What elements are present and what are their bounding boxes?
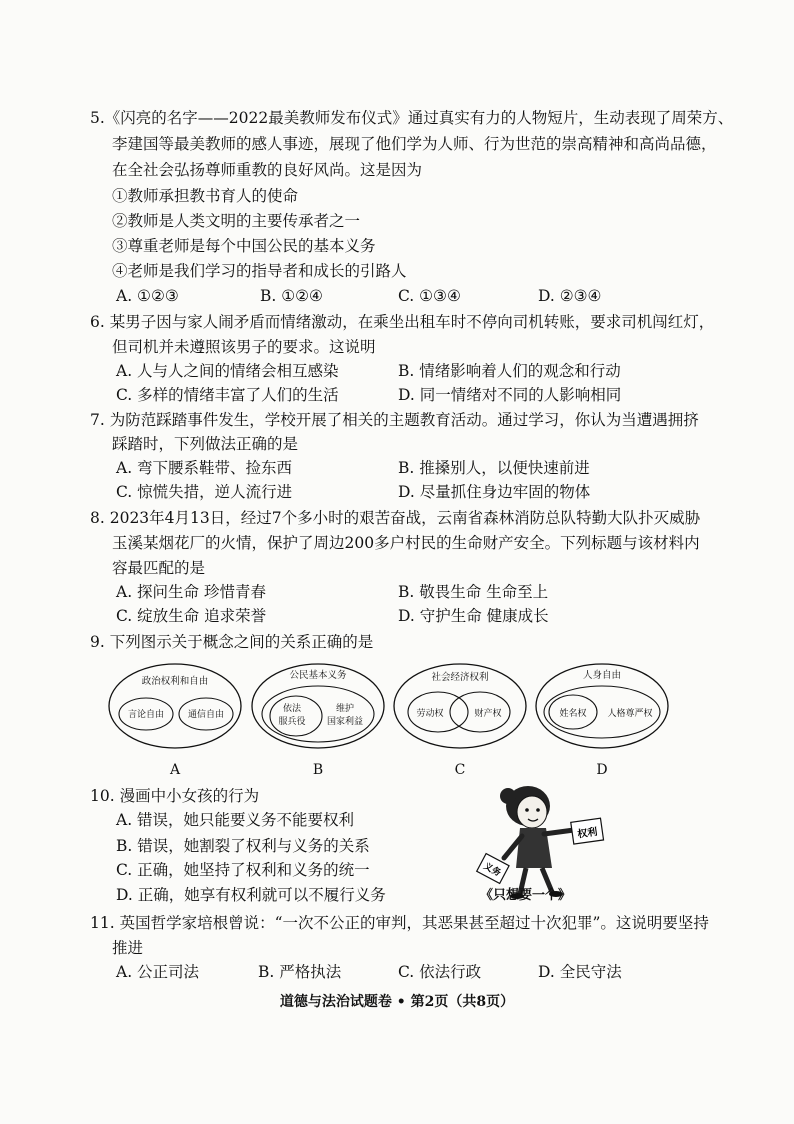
q8-stem-line3: 容最匹配的是 (112, 559, 206, 577)
diagram-d-left-label: 姓名权 (559, 709, 587, 719)
q8-option-d: D. 守护生命 健康成长 (398, 607, 549, 625)
diagram-b (252, 664, 384, 778)
q11-option-a: A. 公正司法 (116, 963, 200, 981)
diagram-d (536, 664, 668, 778)
diagram-b-left-label-1: 依法 (282, 704, 302, 714)
q6-option-b: B. 情绪影响着人们的观念和行动 (398, 362, 621, 380)
diagram-a-outer-label: 政治权利和自由 (141, 676, 209, 687)
q8-stem-line1: 8. 2023年4月13日，经过7个多小时的艰苦奋战，云南省森林消防总队特勤大队扑灭威胁 (90, 509, 701, 527)
q6-option-a: A. 人与人之间的情绪会相互感染 (116, 362, 339, 380)
diagram-a-left-label: 言论自由 (127, 710, 165, 720)
q5-statement-1: ①教师承担教书育人的使命 (112, 187, 299, 205)
q11-option-c: C. 依法行政 (398, 963, 482, 981)
rights-bag (571, 818, 604, 844)
q7-stem-line2: 踩踏时，下列做法正确的是 (112, 435, 299, 453)
diagram-c-right-label: 财产权 (474, 709, 502, 719)
q5-stem-line1: 5.《闪亮的名字——2022最美教师发布仪式》通过真实有力的人物短片，生动表现了周荣方、 (90, 109, 734, 127)
q10-stem: 10. 漫画中小女孩的行为 (90, 787, 260, 805)
q9-venn-diagrams (100, 662, 680, 782)
q7-stem-line1: 7. 为防范踩踏事件发生，学校开展了相关的主题教育活动。通过学习，你认为当遭遇拥挤 (90, 411, 699, 429)
q11-stem-line2: 推进 (112, 939, 144, 957)
q6-stem-line2: 但司机并未遵照该男子的要求。这说明 (112, 338, 376, 356)
q8-option-c: C. 绽放生命 追求荣誉 (116, 607, 267, 625)
q8-option-b: B. 敬畏生命 生命至上 (398, 583, 549, 601)
q5-statement-4: ④老师是我们学习的指导者和成长的引路人 (112, 262, 407, 280)
diagram-b-left-label-2: 服兵役 (278, 717, 306, 727)
q5-stem-line2: 李建国等最美教师的感人事迹，展现了他们学为人师、行为世范的崇高精神和高尚品德， (112, 135, 717, 153)
q5-option-c: C. ①③④ (398, 287, 461, 305)
diagram-a (109, 664, 241, 778)
q7-option-a: A. 弯下腰系鞋带、捡东西 (116, 459, 293, 477)
q11-option-d: D. 全民守法 (538, 963, 622, 981)
diagram-c-letter: C (454, 762, 466, 778)
eye-shape (536, 808, 540, 812)
diagram-c-outer-label: 社会经济权利 (431, 672, 489, 683)
q5-stem-line3: 在全社会弘扬尊师重教的良好风尚。这是因为 (112, 161, 423, 179)
q7-option-b: B. 推搡别人，以便快速前进 (398, 459, 590, 477)
diagram-c (394, 664, 526, 778)
diagram-a-letter: A (169, 762, 181, 778)
q7-option-c: C. 惊慌失措，逆人流行进 (116, 483, 293, 501)
cartoon-caption: 《只想要一个》 (480, 888, 572, 903)
q11-stem-line1: 11. 英国哲学家培根曾说：“一次不公正的审判，其恶果甚至超过十次犯罪”。这说明要坚持 (90, 914, 709, 932)
q11-option-b: B. 严格执法 (258, 963, 342, 981)
rights-bag-label: 权利 (576, 826, 599, 841)
q5-statement-2: ②教师是人类文明的主要传承者之一 (112, 212, 361, 230)
q7-option-d: D. 尽量抓住身边牢固的物体 (398, 483, 591, 501)
q5-option-a: A. ①②③ (116, 287, 179, 305)
page-footer: 道德与法治试题卷 • 第2页（共8页） (279, 994, 515, 1010)
right-arm-shape (544, 830, 574, 834)
q5-option-b: B. ①②④ (260, 287, 323, 305)
q8-option-a: A. 探问生命 珍惜青春 (116, 583, 266, 601)
q8-stem-line2: 玉溪某烟花厂的火情，保护了周边200多户村民的生命财产安全。下列标题与该材料内 (112, 534, 700, 552)
q10-option-b: B. 错误，她割裂了权利与义务的关系 (116, 837, 370, 855)
q9-stem: 9. 下列图示关于概念之间的关系正确的是 (90, 633, 374, 651)
diagram-b-inner-ellipse (262, 686, 374, 742)
q6-option-d: D. 同一情绪对不同的人影响相同 (398, 386, 622, 404)
eye-shape (525, 808, 529, 812)
face-shape (517, 796, 547, 828)
diagram-b-letter: B (312, 762, 324, 778)
q6-stem-line1: 6. 某男子因与家人闹矛盾而情绪激动，在乘坐出租车时不停向司机转账，要求司机闯红灯， (90, 313, 715, 331)
hair-bun-shape (500, 788, 516, 804)
diagram-a-right-label: 通信自由 (187, 710, 225, 720)
diagram-b-right-label-1: 维护 (335, 704, 355, 714)
q6-option-c: C. 多样的情绪丰富了人们的生活 (116, 386, 339, 404)
diagram-d-letter: D (596, 762, 608, 778)
diagram-c-left-label: 劳动权 (416, 709, 444, 719)
duty-bag-label: 义务 (481, 861, 503, 879)
diagram-b-right-label-2: 国家利益 (326, 717, 364, 727)
diagram-b-outer-label: 公民基本义务 (289, 670, 347, 681)
q10-option-c: C. 正确，她坚持了权利和义务的统一 (116, 861, 370, 879)
q5-statement-3: ③尊重老师是每个中国公民的基本义务 (112, 237, 376, 255)
diagram-d-outer-label: 人身自由 (582, 670, 622, 681)
q5-option-d: D. ②③④ (538, 287, 602, 305)
q10-option-a: A. 错误，她只能要义务不能要权利 (116, 811, 355, 829)
diagram-d-right-label: 人格尊严权 (607, 709, 653, 719)
q10-option-d: D. 正确，她享有权利就可以不履行义务 (116, 886, 386, 904)
diagram-b-left-ellipse (270, 696, 322, 736)
